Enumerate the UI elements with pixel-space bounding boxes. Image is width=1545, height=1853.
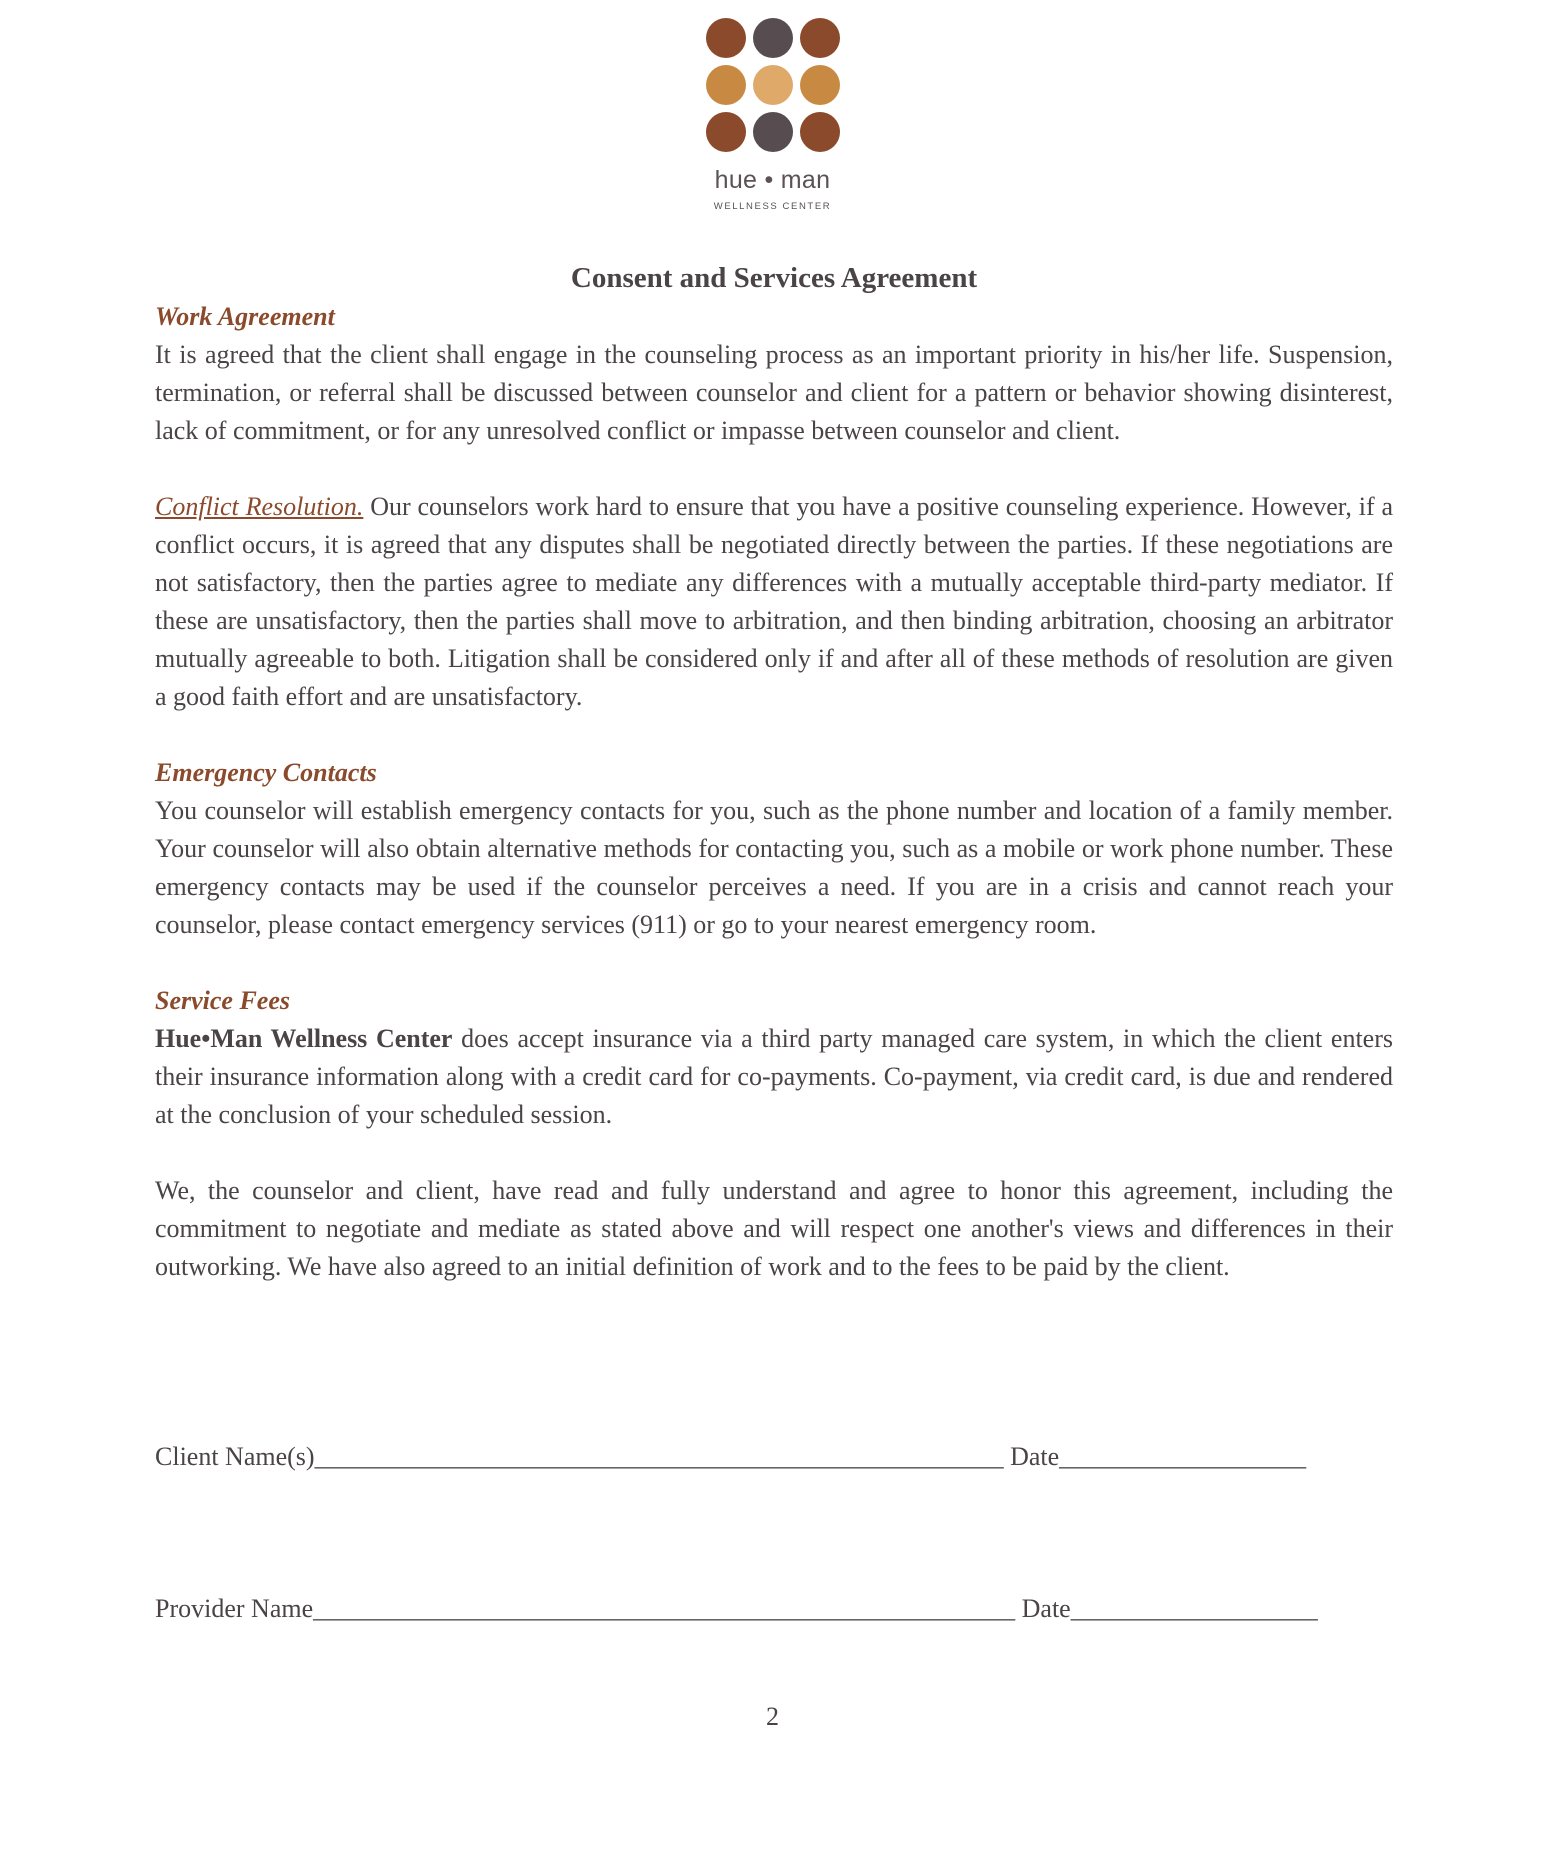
provider-name-field[interactable]: Provider Name______________________________________________________	[155, 1594, 1016, 1623]
document-title: Consent and Services Agreement	[570, 262, 978, 294]
logo-dot	[753, 112, 793, 152]
logo-dots	[703, 18, 843, 152]
service-fees-paragraph	[155, 1020, 1393, 1134]
brand-subtitle: WELLNESS CENTER	[713, 201, 832, 212]
work-agreement-text: It is agreed that the client shall engage in the counseling process as an important priority in his/her life. Suspension, termination, or referral shall be discussed between counselor and client for a pattern or behavior showing disinterest, lack of commitment, or for any unresolved conflict or impasse between counselor and client.	[155, 340, 1393, 445]
logo	[0, 18, 1545, 212]
conflict-resolution-paragraph	[155, 488, 1393, 716]
client-signature-line[interactable]	[155, 1438, 1395, 1476]
conflict-resolution-text: Our counselors work hard to ensure that you have a positive counseling experience. However, if a conflict occurs, it is agreed that any disputes shall be negotiated directly between the parties. If these negotiations are not satisfactory, then the parties agree to mediate any differences with a mutually acceptable third-party mediator. If these are unsatisfactory, then the parties shall move to arbitration, and then binding arbitration, choosing an arbitrator mutually agreeable to both. Litigation shall be considered only if and after all of these methods of resolution are given a good faith effort and are unsatisfactory.	[155, 492, 1393, 711]
provider-signature-line[interactable]	[155, 1590, 1395, 1628]
client-date-field[interactable]: Date___________________	[1010, 1442, 1307, 1471]
logo-dot	[800, 112, 840, 152]
brand-name: hue • man	[714, 166, 831, 194]
provider-date-field[interactable]: Date___________________	[1021, 1594, 1318, 1623]
logo-dot	[706, 65, 746, 105]
logo-dot	[706, 18, 746, 58]
work-agreement-heading: Work Agreement	[155, 302, 335, 331]
logo-dot	[706, 112, 746, 152]
emergency-contacts-text: You counselor will establish emergency contacts for you, such as the phone number and location of a family member. Your counselor will also obtain alternative methods for contacting you, such as a mobile or work phone number. These emergency contacts may be used if the counselor perceives a need. If you are in a crisis and cannot reach your counselor, please contact emergency services (911) or go to your nearest emergency room.	[155, 796, 1393, 939]
logo-dot	[753, 18, 793, 58]
service-fees-text: does accept insurance via a third party managed care system, in which the client enters their insurance information along with a credit card for co-payments. Co-payment, via credit card, is due and rendered at the conclusion of your scheduled session.	[155, 1024, 1393, 1129]
organization-name: Hue•Man Wellness Center	[155, 1024, 453, 1053]
agreement-text: We, the counselor and client, have read and fully understand and agree to honor this agreement, including the commitment to negotiate and mediate as stated above and will respect one another's views and differences in their outworking. We have also agreed to an initial definition of work and to the fees to be paid by the client.	[155, 1176, 1393, 1281]
service-fees-heading: Service Fees	[155, 986, 291, 1015]
conflict-resolution-heading: Conflict Resolution.	[155, 492, 364, 521]
logo-dot	[800, 18, 840, 58]
page-number: 2	[766, 1702, 779, 1731]
document-body	[155, 258, 1393, 1286]
client-name-field[interactable]: Client Name(s)_____________________________________________________	[155, 1442, 1004, 1471]
logo-dot	[753, 65, 793, 105]
logo-dot	[800, 65, 840, 105]
emergency-contacts-heading: Emergency Contacts	[155, 758, 377, 787]
